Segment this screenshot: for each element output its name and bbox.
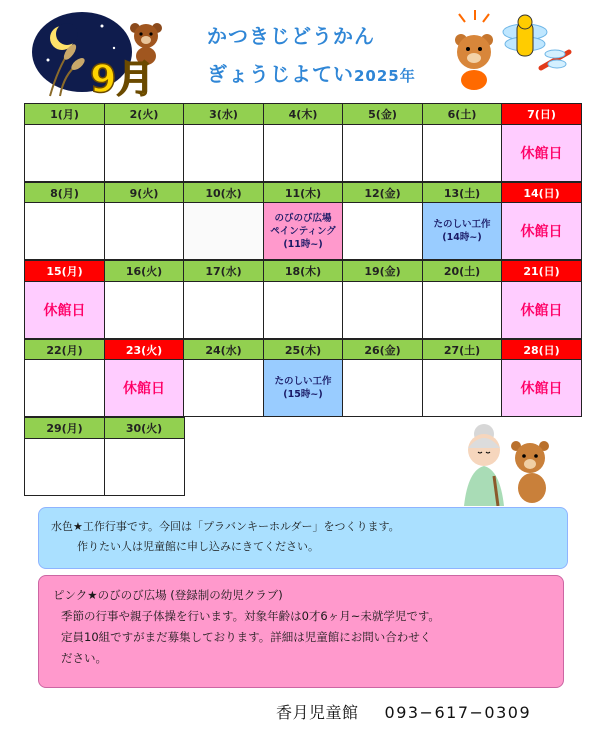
day-header: 4(木) [263, 103, 344, 125]
moon-bear-illustration [30, 8, 180, 100]
day-cell [422, 281, 503, 339]
day-header: 25(木) [263, 339, 344, 361]
facility-name: 香月児童館 [276, 703, 359, 722]
day-cell [422, 124, 503, 182]
playground-note-line3: ださい。 [61, 651, 107, 665]
event-cell: たのしい工作 (14時~) [422, 202, 503, 260]
page-subtitle: ぎょうじよてい2025年 [207, 62, 416, 86]
day-header: 23(火) [104, 339, 185, 361]
day-header: 13(土) [422, 182, 503, 204]
day-header: 15(月) [24, 260, 105, 282]
day-header: 24(水) [183, 339, 264, 361]
day-header: 12(金) [342, 182, 423, 204]
playground-note-line1: 季節の行事や親子体操を行います。対象年齢は0才6ヶ月~未就学児です。 [61, 609, 440, 623]
day-header: 28(日) [501, 339, 582, 361]
day-header: 1(月) [24, 103, 105, 125]
day-header: 7(日) [501, 103, 582, 125]
grandma-bear-illustration [454, 418, 564, 506]
day-header: 26(金) [342, 339, 423, 361]
playground-event-note [38, 575, 564, 688]
playground-note-title: ピンク★のびのび広場 (登録制の幼児クラブ) [53, 588, 283, 602]
day-cell [342, 124, 423, 182]
phone-number[interactable]: 093−617−0309 [384, 703, 532, 722]
svg-text:9月: 9月 [90, 57, 155, 100]
closed-day-cell: 休館日 [501, 202, 582, 260]
day-cell [342, 202, 423, 260]
footer-contact [276, 700, 531, 723]
day-cell [183, 124, 264, 182]
day-cell [24, 359, 105, 417]
closed-day-cell: 休館日 [104, 359, 185, 417]
day-cell [104, 438, 185, 496]
day-header: 14(日) [501, 182, 582, 204]
day-header: 6(土) [422, 103, 503, 125]
craft-note-line2: 作りたい人は児童館に申し込みにきてください。 [77, 540, 319, 553]
day-cell [104, 281, 185, 339]
day-header: 27(土) [422, 339, 503, 361]
day-header: 10(水) [183, 182, 264, 204]
day-cell [342, 359, 423, 417]
day-cell [263, 124, 344, 182]
day-cell [24, 124, 105, 182]
day-cell [24, 202, 105, 260]
day-cell [342, 281, 423, 339]
day-cell [183, 202, 264, 260]
day-header: 22(月) [24, 339, 105, 361]
craft-event-note [38, 507, 568, 569]
day-cell [104, 202, 185, 260]
day-cell [104, 124, 185, 182]
day-cell [183, 359, 264, 417]
day-header: 2(火) [104, 103, 185, 125]
page-title: かつきじどうかん [207, 24, 375, 48]
year-label: 2025年 [354, 67, 416, 85]
playground-note-line2: 定員10組ですがまだ募集しております。詳細は児童館にお問い合わせく [61, 630, 432, 644]
day-header: 21(日) [501, 260, 582, 282]
closed-day-cell: 休館日 [501, 281, 582, 339]
craft-note-line1: 水色★工作行事です。今回は「プラバンキーホルダー」をつくります。 [51, 520, 400, 533]
day-header: 11(木) [263, 182, 344, 204]
day-cell [422, 359, 503, 417]
day-header: 3(水) [183, 103, 264, 125]
day-cell [183, 281, 264, 339]
closed-day-cell: 休館日 [24, 281, 105, 339]
closed-day-cell: 休館日 [501, 359, 582, 417]
day-header: 20(土) [422, 260, 503, 282]
bear-dragonfly-illustration [445, 8, 575, 92]
day-header: 9(火) [104, 182, 185, 204]
event-cell: のびのび広場 ペインティング (11時~) [263, 202, 344, 260]
day-cell [24, 438, 105, 496]
day-header: 17(水) [183, 260, 264, 282]
day-header: 19(金) [342, 260, 423, 282]
event-cell: たのしい工作 (15時~) [263, 359, 344, 417]
day-header: 5(金) [342, 103, 423, 125]
day-header: 16(火) [104, 260, 185, 282]
day-header: 29(月) [24, 417, 105, 439]
day-cell [263, 281, 344, 339]
day-header: 30(火) [104, 417, 185, 439]
closed-day-cell: 休館日 [501, 124, 582, 182]
day-header: 18(木) [263, 260, 344, 282]
day-header: 8(月) [24, 182, 105, 204]
